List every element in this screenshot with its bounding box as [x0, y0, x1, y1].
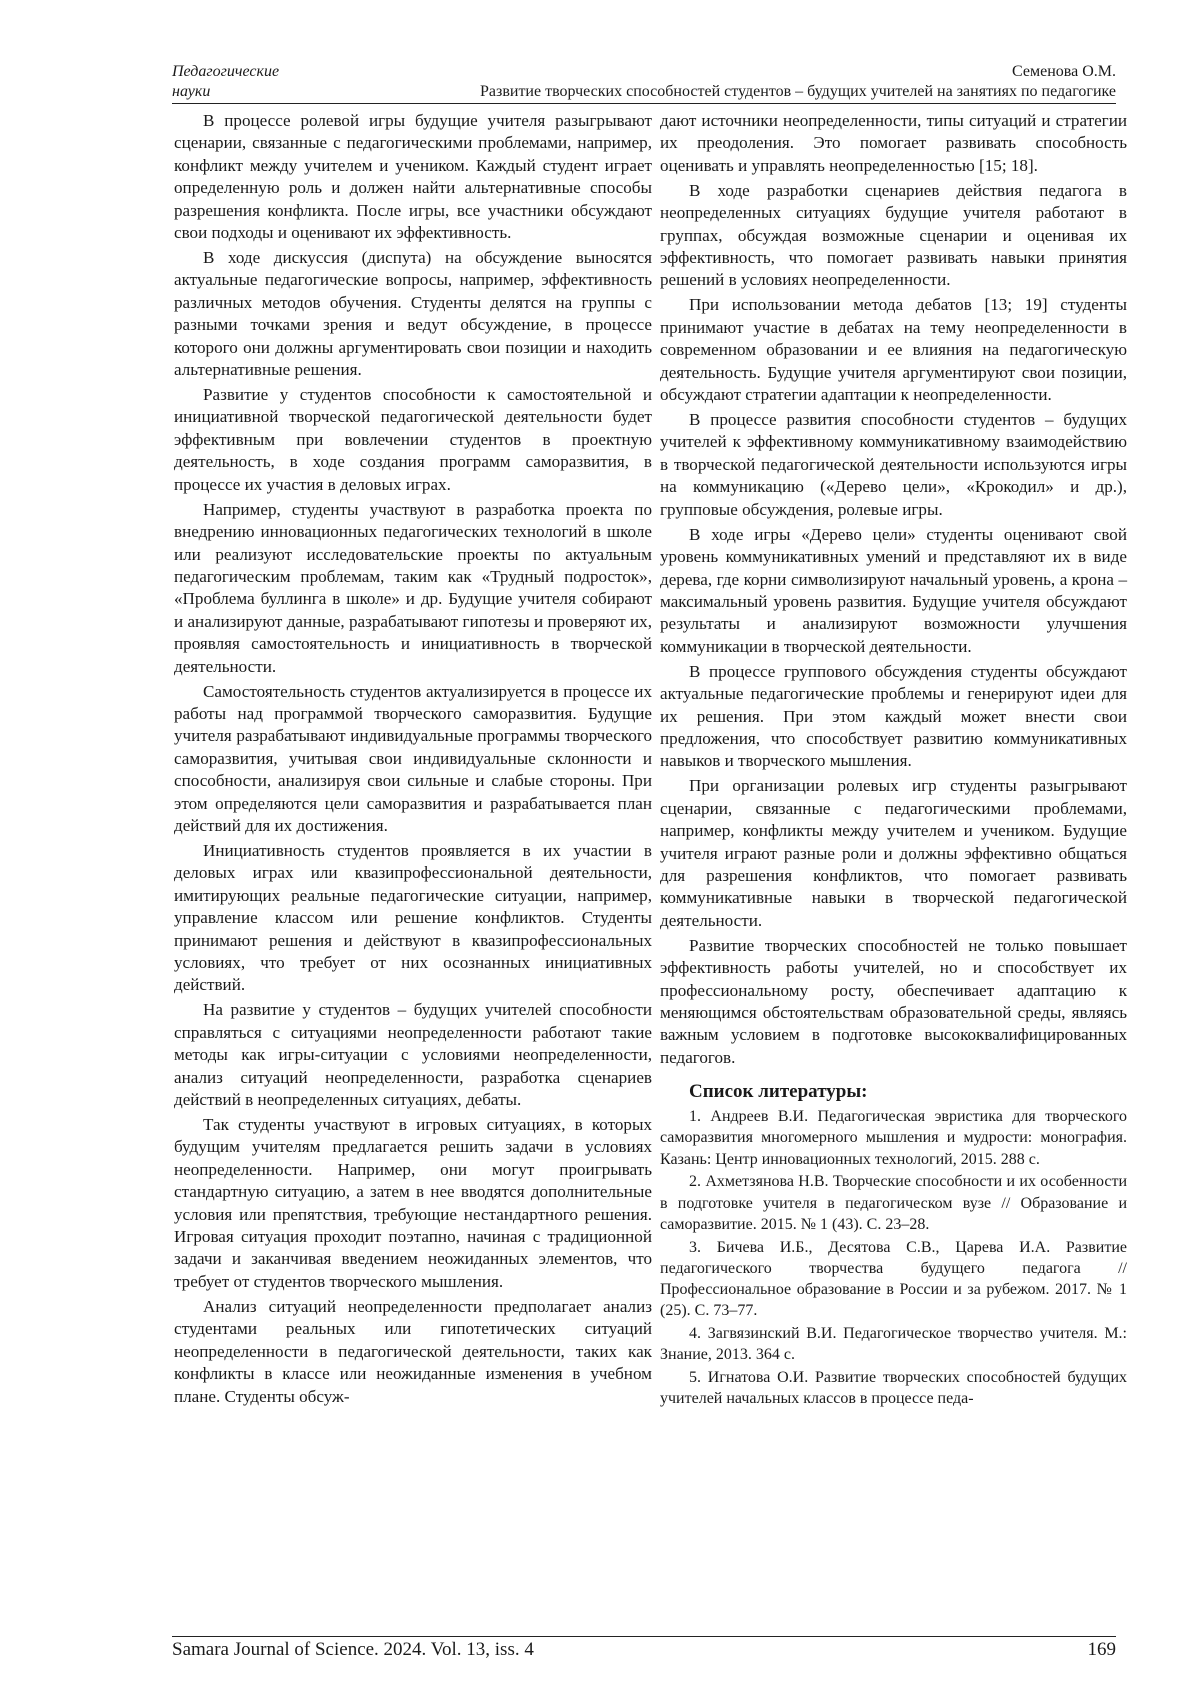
reference-item: 5. Игнатова О.И. Развитие творческих способностей будущих учителей начальных классов в процессе педа- [660, 1369, 1127, 1408]
reference-item: 4. Загвязинский В.И. Педагогическое творчество учителя. М.: Знание, 2013. 364 с. [660, 1325, 1127, 1364]
paragraph: Так студенты участвуют в игровых ситуациях, в которых будущим учителям предлагается решить задачи в условиях неопределенности. Например, они могут проигрывать стандартную ситуацию, а затем в нее вводятся дополнительные условия или препятствия, требующие нестандартного решения. Игровая ситуация проходит поэтапно, начиная с традиционной задачи и заканчивая введением неожиданных элементов, что требует от студентов творческого мышления. [174, 1115, 652, 1291]
header-article-title: Развитие творческих способностей студентов – будущих учителей на занятиях по педагогике [480, 83, 1116, 100]
left-column [174, 110, 652, 1411]
paragraph: На развитие у студентов – будущих учителей способности справляться с ситуациями неопределенности работают такие методы как игры-ситуации с условиями неопределенности, анализ ситуаций неопределенности, разработка сценариев действий в неопределенных ситуациях, дебаты. [174, 1000, 652, 1110]
references-heading: Список литературы: [689, 1081, 868, 1103]
reference-item: 1. Андреев В.И. Педагогическая эвристика для творческого саморазвития многомерного мышления и мудрости: монография. Казань: Центр инновационных технологий, 2015. 288 с. [660, 1108, 1127, 1168]
page-number: 169 [1087, 1639, 1116, 1660]
running-header [172, 62, 1116, 104]
journal-section-line1: Педагогические [172, 63, 280, 80]
right-column [660, 110, 1127, 1411]
paragraph: Анализ ситуаций неопределенности предполагает анализ студентами реальных или гипотетических ситуаций неопределенности в педагогической деятельности, таких как конфликты в классе или неожиданные изменения в учебном плане. Студенты обсуж- [174, 1296, 652, 1406]
paragraph: В процессе ролевой игры будущие учителя разыгрывают сценарии, связанные с педагогическими проблемами, например, конфликт между учителем и учеником. Каждый студент играет определенную роль и должен найти альтернативные способы разрешения конфликта. После игры, все участники обсуждают свои подходы и оценивают их эффективность. [174, 111, 652, 243]
paragraph: Развитие творческих способностей не только повышает эффективность работы учителей, но и способствует их профессиональному росту, обеспечивает адаптацию к меняющимся обстоятельствам образовательной среды, являясь важным условием в подготовке высококвалифицированных педагогов. [660, 935, 1127, 1067]
paragraph: В ходе разработки сценариев действия педагога в неопределенных ситуациях будущие учителя работают в группах, обсуждая возможные сценарии и оценивая их эффективность, что помогает развивать навыки принятия решений в условиях неопределенности. [660, 180, 1127, 290]
header-author: Семенова О.М. [1012, 63, 1116, 80]
footer-divider [172, 1636, 1116, 1637]
reference-item: 3. Бичева И.Б., Десятова С.В., Царева И.А. Развитие педагогического творчества будущего педагога // Профессиональное образование в России и за рубежом. 2017. № 1 (25). С. 73–77. [660, 1238, 1127, 1320]
paragraph-continued: дают источники неопределенности, типы ситуаций и стратегии их преодоления. Это помогает развивать способность оценивать и управлять неопределенностью [15; 18]. [660, 111, 1127, 175]
paragraph: В ходе дискуссия (диспута) на обсуждение выносятся актуальные педагогические вопросы, например, эффективность различных методов обучения. Студенты делятся на группы с разными точками зрения и ведут обсуждение, в процессе которого они должны аргументировать свои позиции и находить альтернативные решения. [174, 248, 652, 380]
paragraph: При использовании метода дебатов [13; 19] студенты принимают участие в дебатах на тему неопределенности в современном образовании и ее влияния на педагогическую деятельность. Будущие учителя аргументируют свои позиции, обсуждают стратегии адаптации к неопределенности. [660, 295, 1127, 405]
paragraph: Например, студенты участвуют в разработка проекта по внедрению инновационных педагогических технологий в школе или реализуют исследовательские проекты по актуальным педагогическим проблемам, таким как «Трудный подросток», «Проблема буллинга в школе» и др. Будущие учителя собирают и анализируют данные, разрабатывают гипотезы и проверяют их, проявляя самостоятельность и инициативность в творческой деятельности. [174, 499, 652, 676]
paragraph: В процессе развития способности студентов – будущих учителей к эффективному коммуникативному взаимодействию в творческой педагогической деятельности используются игры на коммуникацию («Дерево цели», «Крокодил» и др.), групповые обсуждения, ролевые игры. [660, 410, 1127, 519]
journal-section [172, 62, 279, 102]
header-divider [172, 103, 1116, 104]
paragraph: Развитие у студентов способности к самостоятельной и инициативной творческой педагогической деятельности будет эффективным при вовлечении студентов в проектную деятельность, в ходе создания программ саморазвития, в процессе их участия в деловых играх. [174, 385, 652, 494]
paragraph: В ходе игры «Дерево цели» студенты оценивают свой уровень коммуникативных умений и представляют их в виде дерева, где корни символизируют начальный уровень, а крона – максимальный уровень развития. Будущие учителя обсуждают результаты и анализируют возможности улучшения коммуникации в творческой деятельности. [660, 524, 1127, 656]
paragraph: В процессе группового обсуждения студенты обсуждают актуальные педагогические проблемы и генерируют идеи для их решения. При этом каждый может внести свои предложения, что способствует развитию коммуникативных навыков и творческого мышления. [660, 661, 1127, 771]
header-right [480, 62, 1116, 102]
paragraph: Самостоятельность студентов актуализируется в процессе их работы над программой творческого саморазвития. Будущие учителя разрабатывают индивидуальные программы творческого саморазвития, учитывая свои индивидуальные склонности и способности, анализируя свои сильные и слабые стороны. При этом определяются цели саморазвития и разрабатывается план действий для их достижения. [174, 681, 652, 835]
paragraph: При организации ролевых игр студенты разыгрывают сценарии, связанные с педагогическими проблемами, например, конфликты между учителем и учеником. Будущие учителя играют разные роли и должны эффективно общаться для разрешения конфликтов, что помогает развивать коммуникативные навыки в творческой педагогической деятельности. [660, 776, 1127, 930]
reference-item: 2. Ахметзянова Н.В. Творческие способности и их особенности в подготовке учителя в педагогическом вузе // Образование и саморазвитие. 2015. № 1 (43). С. 23–28. [660, 1173, 1127, 1233]
journal-section-line2: науки [172, 83, 211, 100]
footer-journal: Samara Journal of Science. 2024. Vol. 13, iss. 4 [172, 1639, 534, 1660]
paragraph: Инициативность студентов проявляется в их участии в деловых играх или квазипрофессиональной деятельности, имитирующих реальные педагогические ситуации, например, управление классом или решение конфликтов. Студенты принимают решения и действуют в квазипрофессиональных условиях, что требует от них осознанных инициативных действий. [174, 840, 652, 995]
